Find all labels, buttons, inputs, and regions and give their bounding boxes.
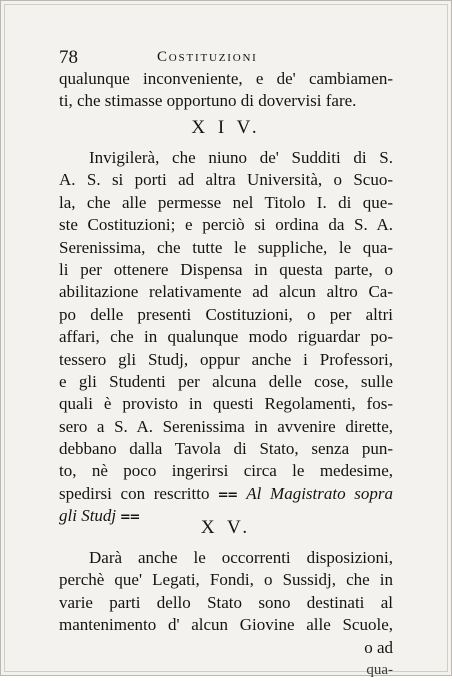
text-line: sero a S. A. Serenissima in avvenire dirette, <box>59 416 393 436</box>
text-line: ti, che stimasse opportuno di dovervisi fare. <box>59 91 357 111</box>
section-heading: X V. <box>200 517 252 538</box>
text-line: qualunque inconveniente, e de' cambiamen- <box>59 69 393 88</box>
text-run: ⩵ <box>116 506 140 526</box>
text-line: Darà anche le occorrenti disposizioni, <box>89 548 393 567</box>
text-line: Serenissima, che tutte le suppliche, le qua- <box>59 237 393 257</box>
text-line: affari, che in qualunque modo riguardar po- <box>59 327 393 347</box>
text-line: abilitazione relativamente ad alcun altro Ca- <box>59 282 393 302</box>
text-line: to, nè poco ingerirsi circa le medesime, <box>59 461 393 481</box>
text-line: perchè que' Legati, Fondi, o Sussidj, che in <box>59 570 393 590</box>
text-line: Invigilerà, che niuno de' Sudditi di S. <box>89 148 393 167</box>
text-line: o ad <box>364 637 393 657</box>
catchword: qua- <box>366 661 393 678</box>
page-number: 78 <box>59 47 78 68</box>
text-line: po delle presenti Costituzioni, o per altri <box>59 304 393 324</box>
section-15 <box>59 513 393 681</box>
italic-run: gli Studj <box>59 506 117 526</box>
text-line: ste Costituzioni; e perciò si ordina da S. A. <box>59 215 393 235</box>
text-line: tessero gli Studj, oppur anche i Professori, <box>59 349 393 369</box>
text-line: mantenimento d' alcun Giovine alle Scuole, <box>59 615 393 635</box>
text-line: quali è provisto in questi Regolamenti, fos- <box>59 394 393 414</box>
running-title: Costituzioni <box>157 49 258 65</box>
text-line: varie parti dello Stato sono destinati al <box>59 592 393 612</box>
text-line: A. S. si porti ad altra Università, o Scuo- <box>59 170 393 190</box>
text-line: e gli Studenti per alcuna delle cose, sulle <box>59 371 393 391</box>
section-heading: X I V. <box>191 117 261 138</box>
section-14 <box>59 113 393 528</box>
text-line: li per ottenere Dispensa in questa parte, o <box>59 259 393 279</box>
page-header <box>59 47 393 69</box>
italic-run: Al Magistrato sopra <box>246 483 393 503</box>
text-line: debbano dalla Tavola di Stato, senza pun- <box>59 439 393 459</box>
text-run: spedirsi con rescritto ⩵ <box>59 483 247 503</box>
text-line: la, che alle permesse nel Titolo I. di que- <box>59 192 393 212</box>
text-line-mixed <box>59 483 393 505</box>
text-block-continuation <box>59 68 393 113</box>
